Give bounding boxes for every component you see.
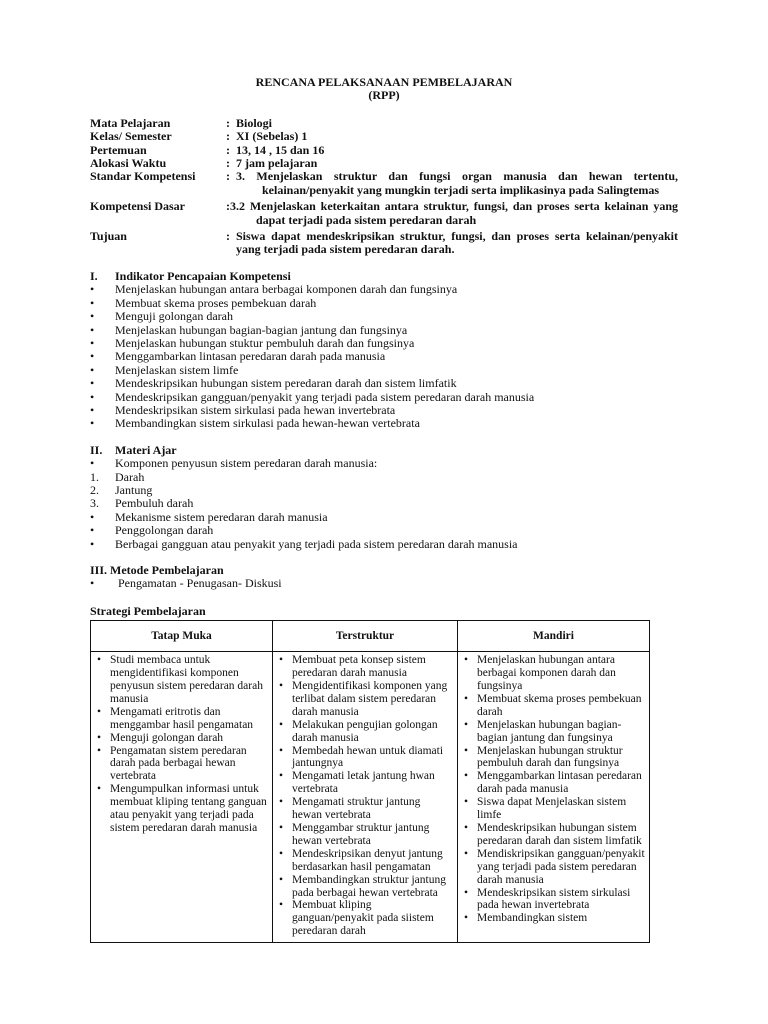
list-item-text: Menjelaskan hubungan bagian-bagian jantung dan fungsinya [115,322,408,337]
list-item-text: Membuat peta konsep sistem peredaran darah manusia [292,654,426,680]
list-item [90,377,678,390]
list-item-text: Pengamatan sistem peredaran darah pada berbagai hewan vertebrata [110,744,247,783]
bullet-icon: • [279,654,284,667]
kompetensi-dasar-value: :3.2 Menjelaskan keterkaitan antara struktur, fungsi, dan proses serta kelainan yang dapat terjadi pada sistem peredaran darah [226,199,678,227]
list-item-text: Menjelaskan sistem limfe [115,362,239,377]
section-heading [90,270,678,283]
list-item-text: Berbagai gangguan atau penyakit yang terjadi pada sistem peredaran darah manusia [115,536,518,551]
meta-colon: : [226,229,230,244]
list-item-text: Membuat kliping ganguan/penyakit pada siistem peredaran darah [292,899,434,938]
bullet-icon: • [279,718,284,731]
list-item-text: Komponen penyusun sistem peredaran darah manusia: [115,456,378,471]
table-row [91,652,650,943]
document-title: RENCANA PELAKSANAAN PEMBELAJARAN [255,75,513,89]
list-item-text: Darah [115,469,145,484]
bullet-icon: • [90,523,95,538]
list-item [277,796,453,822]
list-item [90,310,678,323]
list-item [462,796,645,822]
list-item-text: Mengamati struktur jantung hewan vertebrata [292,796,421,822]
bullet-icon: • [90,376,95,391]
meta-label: Kelas/ Semester [90,129,172,144]
list-item-text: Menggambarkan lintasan peredaran darah pada manusia [477,770,642,796]
list-item-text: Mendeskripsikan sistem sirkulasi pada hewan invertebrata [477,886,631,912]
meta-colon: : [226,115,230,130]
list-item [462,848,645,887]
bullet-icon: • [279,770,284,783]
list-item-text: Menggambarkan lintasan peredaran darah pada manusia [115,349,386,364]
bullet-icon: • [90,362,95,377]
meta-colon: : [226,156,230,171]
bullet-icon: • [279,744,284,757]
bullet-icon: • [279,822,284,834]
list-item-text: Membuat skema proses pembekuan darah [115,295,317,310]
bullet-icon: • [464,822,469,834]
list-item [462,912,645,925]
bullet-icon: • [90,402,95,417]
indikator-list [90,283,678,430]
list-item-text: Mendeskripsikan denyut jantung berdasarkan hasil pengamatan [292,847,443,873]
bullet-icon: • [464,770,469,783]
list-item-text: Jantung [115,482,153,497]
list-item-text: Membandingkan sistem sirkulasi pada hewan-hewan vertebrata [115,416,420,431]
bullet-icon: • [279,680,284,693]
tujuan-row [90,230,678,257]
list-item-text: Menggambar struktur jantung hewan vertebrata [292,822,430,847]
document-subtitle: (RPP) [368,88,400,103]
list-item [90,524,678,537]
list-item [277,745,453,771]
bullet-icon: • [279,847,284,860]
list-item [90,350,678,363]
meta-value: 7 jam pelajaran [236,156,318,171]
list-item-text: Mekanisme sistem peredaran darah manusia [115,509,328,524]
meta-block [90,117,678,257]
bullet-icon: • [97,783,102,796]
bullet-icon: • [90,282,95,297]
list-item [277,822,453,848]
list-item [462,693,645,719]
standar-kompetensi-value: 3. Menjelaskan struktur dan fungsi organ manusia dan hewan tertentu, kelainan/penyakit yang mungkin terjadi serta implikasinya pada Salingtemas [236,169,678,197]
list-item-text: Mendeskripsikan gangguan/penyakit yang terjadi pada sistem peredaran darah manusia [115,389,535,404]
list-item-text: Mengamati letak jantung hwan vertebrata [292,770,435,796]
list-item-text: Menguji golongan darah [115,309,233,324]
list-item-text: Membandingkan sistem [477,912,588,925]
list-item-text: Membuat skema proses pembekuan darah [477,692,642,718]
section-number: I. [90,268,98,283]
table-header: Mandiri [458,621,650,652]
list-item [462,745,645,771]
bullet-icon: • [90,335,95,350]
list-item-text: Menjelaskan hubungan stuktur pembuluh darah dan fungsinya [115,335,415,350]
standar-kompetensi-row [90,170,678,197]
list-number: 1. [90,469,99,484]
list-item [95,783,268,835]
list-item [277,654,453,680]
list-item-text: Melakukan pengujian golongan darah manusia [292,718,438,744]
list-item [90,484,678,497]
meta-label: Tujuan [90,229,127,244]
bullet-icon: • [90,456,95,471]
meta-colon: : [226,169,230,184]
list-item [95,706,268,732]
meta-value: Biologi [236,115,273,130]
list-item [90,283,678,296]
list-item-text: Mendiskripsikan gangguan/penyakit yang terjadi pada sistem peredaran darah manusia [477,847,645,886]
list-item [90,471,678,484]
bullet-icon: • [90,576,95,591]
list-item [90,391,678,404]
bullet-icon: • [279,873,284,886]
materi-list [90,511,678,551]
list-item [90,404,678,417]
list-item-text: Menjelaskan hubungan bagian-bagian jantung dan fungsinya [477,718,622,744]
bullet-icon: • [464,718,469,731]
bullet-icon: • [279,899,284,912]
bullet-icon: • [97,654,102,667]
section-heading [90,564,678,577]
bullet-icon: • [464,886,469,899]
list-item-text: Mendeskripsikan hubungan sistem peredaran darah dan sistem limfatik [477,822,642,847]
list-item-text: Mengidentifikasi komponen yang terlibat dalam sistem peredaran darah manusia [292,680,448,718]
list-item [277,899,453,938]
bullet-icon: • [279,796,284,809]
list-item-text: Siswa dapat Menjelaskan sistem limfe [477,796,627,822]
list-item [90,364,678,377]
list-item [462,719,645,745]
bullet-icon: • [90,416,95,431]
list-item [462,770,645,796]
materi-numbered-list [90,471,678,511]
meta-colon: : [226,142,230,157]
list-item [277,848,453,874]
meta-row [90,144,678,157]
list-item [90,324,678,337]
list-item [277,874,453,900]
meta-value: XI (Sebelas) 1 [236,129,308,144]
bullet-icon: • [464,692,469,705]
meta-row [90,117,678,130]
list-item [462,654,645,693]
section-number: II. [90,442,103,457]
bullet-icon: • [90,295,95,310]
table-cell-mandiri [458,652,650,943]
list-item-text: Menjelaskan hubungan struktur pembuluh darah dan fungsinya [477,744,623,770]
list-item [95,732,268,745]
list-item-text: Menguji golongan darah [110,731,224,744]
list-item-text: Membandingkan struktur jantung pada berbagai hewan vertebrata [292,873,446,899]
section-title: Indikator Pencapaian Kompetensi [115,268,291,283]
bullet-icon: • [97,705,102,718]
bullet-icon: • [464,796,469,809]
section-heading [90,444,678,457]
list-item [90,497,678,510]
list-item [95,745,268,784]
metode-list [90,577,678,590]
list-item [277,680,453,719]
meta-row [90,130,678,143]
meta-value: 13, 14 , 15 dan 16 [236,142,325,157]
list-item [90,457,678,470]
list-item-text: Mengamati eritrotis dan menggambar hasil pengamatan [110,705,254,731]
bullet-icon: • [464,654,469,667]
bullet-icon: • [464,744,469,757]
bullet-icon: • [97,731,102,744]
bullet-icon: • [464,912,469,925]
bullet-icon: • [90,536,95,551]
tujuan-value: Siswa dapat mendeskripsikan struktur, fungsi, dan proses serta kelainan/penyakit yang terjadi pada sistem peredaran darah. [236,229,678,257]
bullet-icon: • [90,509,95,524]
list-item-text: Penggolongan darah [115,523,214,538]
list-item-text: Studi membaca untuk mengidentifikasi komponen penyusun sistem peredaran darah manusia [110,654,263,705]
meta-label: Mata Pelajaran [90,115,171,130]
meta-label: Pertemuan [90,142,147,157]
list-item [90,417,678,430]
section-title: III. Metode Pembelajaran [90,563,224,577]
bullet-icon: • [90,349,95,364]
table-header: Tatap Muka [91,621,273,652]
list-item [90,511,678,524]
meta-colon: : [226,129,230,144]
list-item-text: Mendeskripsikan hubungan sistem peredaran darah dan sistem limfatik [115,376,457,391]
table-header-row [91,621,650,652]
list-item-text: Mengumpulkan informasi untuk membuat kliping tentang ganguan atau penyakit yang terjadi pada sistem peredaran darah manusia [110,783,267,834]
meta-label: Standar Kompetensi [90,169,196,184]
table-cell-terstruktur [273,652,458,943]
list-number: 3. [90,496,99,511]
list-item-text: Menjelaskan hubungan antara berbagai komponen darah dan fungsinya [115,282,458,297]
list-item [277,719,453,745]
list-item [90,337,678,350]
list-number: 2. [90,482,99,497]
list-item-text: Menjelaskan hubungan antara berbagai komponen darah dan fungsinya [477,654,616,693]
meta-label: Alokasi Waktu [90,156,167,171]
bullet-icon: • [97,744,102,757]
list-item [462,822,645,848]
table-cell-tatap-muka [91,652,273,943]
strategi-title: Strategi Pembelajaran [90,603,206,618]
materi-list [90,457,678,470]
list-item [462,887,645,913]
table-header: Terstruktur [273,621,458,652]
list-item [90,538,678,551]
list-item [95,654,268,706]
list-item [90,577,678,590]
kompetensi-dasar-row [90,200,678,227]
list-item-text: Mendeskripsikan sistem sirkulasi pada hewan invertebrata [115,402,396,417]
bullet-icon: • [90,389,95,404]
bullet-icon: • [90,309,95,324]
list-item [90,297,678,310]
list-item-text: Pembuluh darah [115,496,194,511]
meta-row [90,157,678,170]
document-page [90,76,678,943]
bullet-icon: • [464,847,469,860]
meta-label: Kompetensi Dasar [90,199,185,214]
bullet-icon: • [90,322,95,337]
list-item-text: Membedah hewan untuk diamati jantungnya [292,744,444,770]
strategi-table [90,620,650,943]
list-item [277,770,453,796]
section-title: Materi Ajar [115,442,177,457]
list-item-text: Pengamatan - Penugasan- Diskusi [118,576,282,591]
